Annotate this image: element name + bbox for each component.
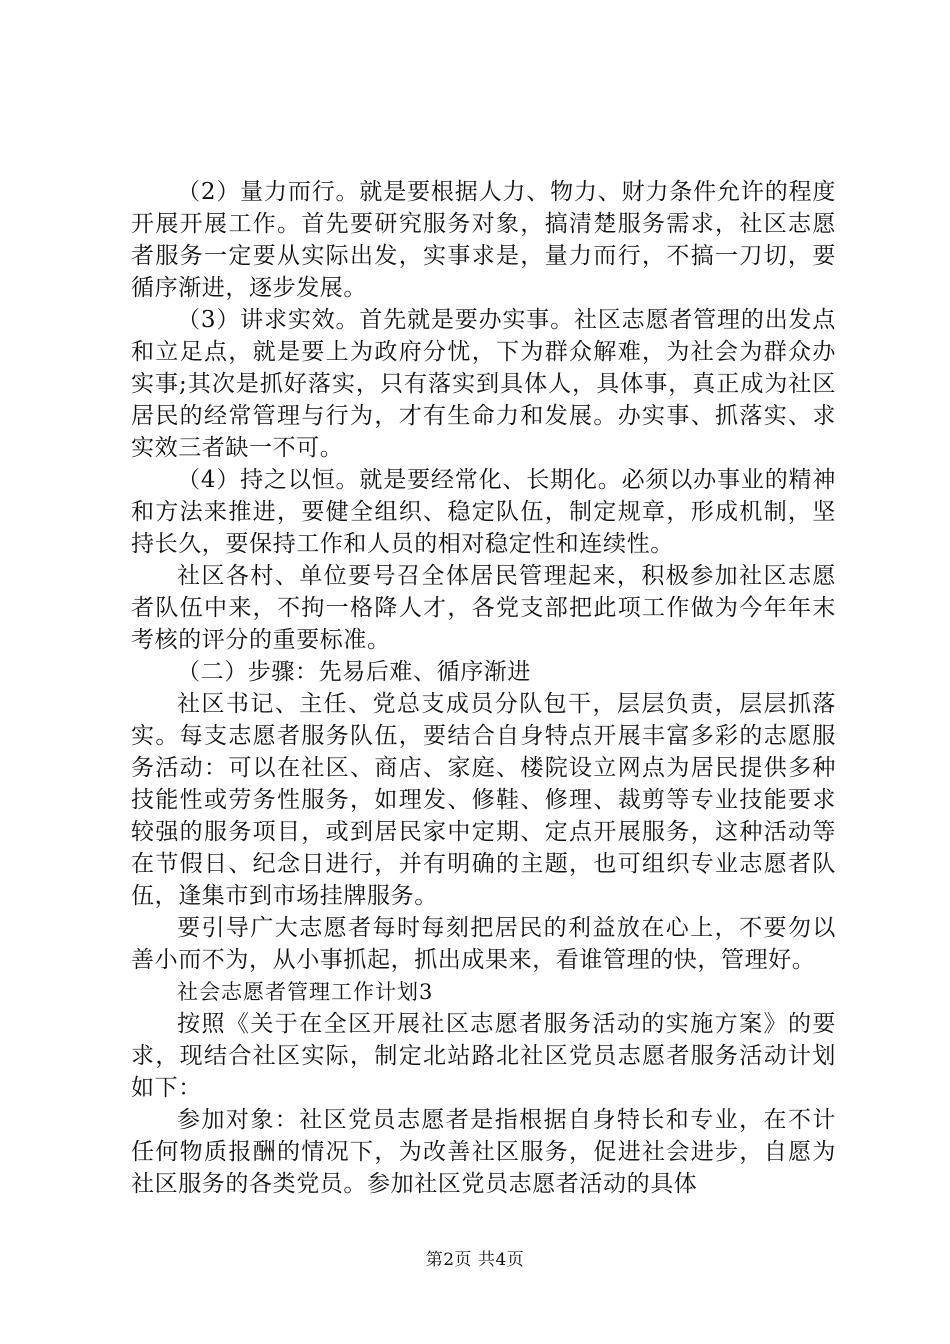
paragraph-community-call: 社区各村、单位要号召全体居民管理起来，积极参加社区志愿者队伍中来，不拘一格降人才，各党支部把此项工作做为今年年末考核的评分的重要标准。 bbox=[131, 563, 836, 653]
paragraph-steps-body: 社区书记、主任、党总支成员分队包干，层层负责，层层抓落实。每支志愿者服务队伍，要结合自身特点开展丰富多彩的志愿服务活动：可以在社区、商店、家庭、楼院设立网点为居民提供多种技能性或劳务性服务，如理发、修鞋、修理、裁剪等专业技能要求较强的服务项目，或到居民家中定期、定点开展服务，这种活动等在节假日、纪念日进行，并有明确的主题，也可组织专业志愿者队伍，逢集市到市场挂牌服务。 bbox=[131, 691, 836, 909]
section-heading: 社会志愿者管理工作计划3 bbox=[177, 980, 434, 1004]
document-body bbox=[131, 176, 836, 1200]
paragraph-steps-heading: （二）步骤：先易后难、循序渐进 bbox=[177, 659, 531, 685]
paragraph-plan-intro: 按照《关于在全区开展社区志愿者服务活动的实施方案》的要求，现结合社区实际，制定北站路北社区党员志愿者服务活动计划如下： bbox=[131, 1011, 836, 1101]
paragraph-2-measure: （2）量力而行。就是要根据人力、物力、财力条件允许的程度开展开展工作。首先要研究服务对象，搞清楚服务需求，社区志愿者服务一定要从实际出发，实事求是，量力而行，不搞一刀切，要循序渐进，逐步发展。 bbox=[131, 179, 836, 301]
paragraph-4-persistence: （4）持之以恒。就是要经常化、长期化。必须以办事业的精神和方法来推进，要健全组织、稳定队伍，制定规章，形成机制，坚持长久，要保持工作和人员的相对稳定性和连续性。 bbox=[131, 467, 836, 557]
paragraph-participants: 参加对象：社区党员志愿者是指根据自身特长和专业，在不计任何物质报酬的情况下，为改善社区服务，促进社会进步，自愿为社区服务的各类党员。参加社区党员志愿者活动的具体 bbox=[131, 1107, 836, 1197]
page-number-footer: 第2页 共4页 bbox=[425, 1250, 525, 1270]
paragraph-guidance: 要引导广大志愿者每时每刻把居民的利益放在心上，不要勿以善小而不为，从小事抓起，抓出成果来，看谁管理的快，管理好。 bbox=[131, 915, 836, 973]
paragraph-3-effectiveness: （3）讲求实效。首先就是要办实事。社区志愿者管理的出发点和立足点，就是要上为政府分忧，下为群众解难，为社会为群众办实事;其次是抓好落实，只有落实到具体人，具体事，真正成为社区居民的经常管理与行为，才有生命力和发展。办实事、抓落实、求实效三者缺一不可。 bbox=[131, 307, 836, 461]
